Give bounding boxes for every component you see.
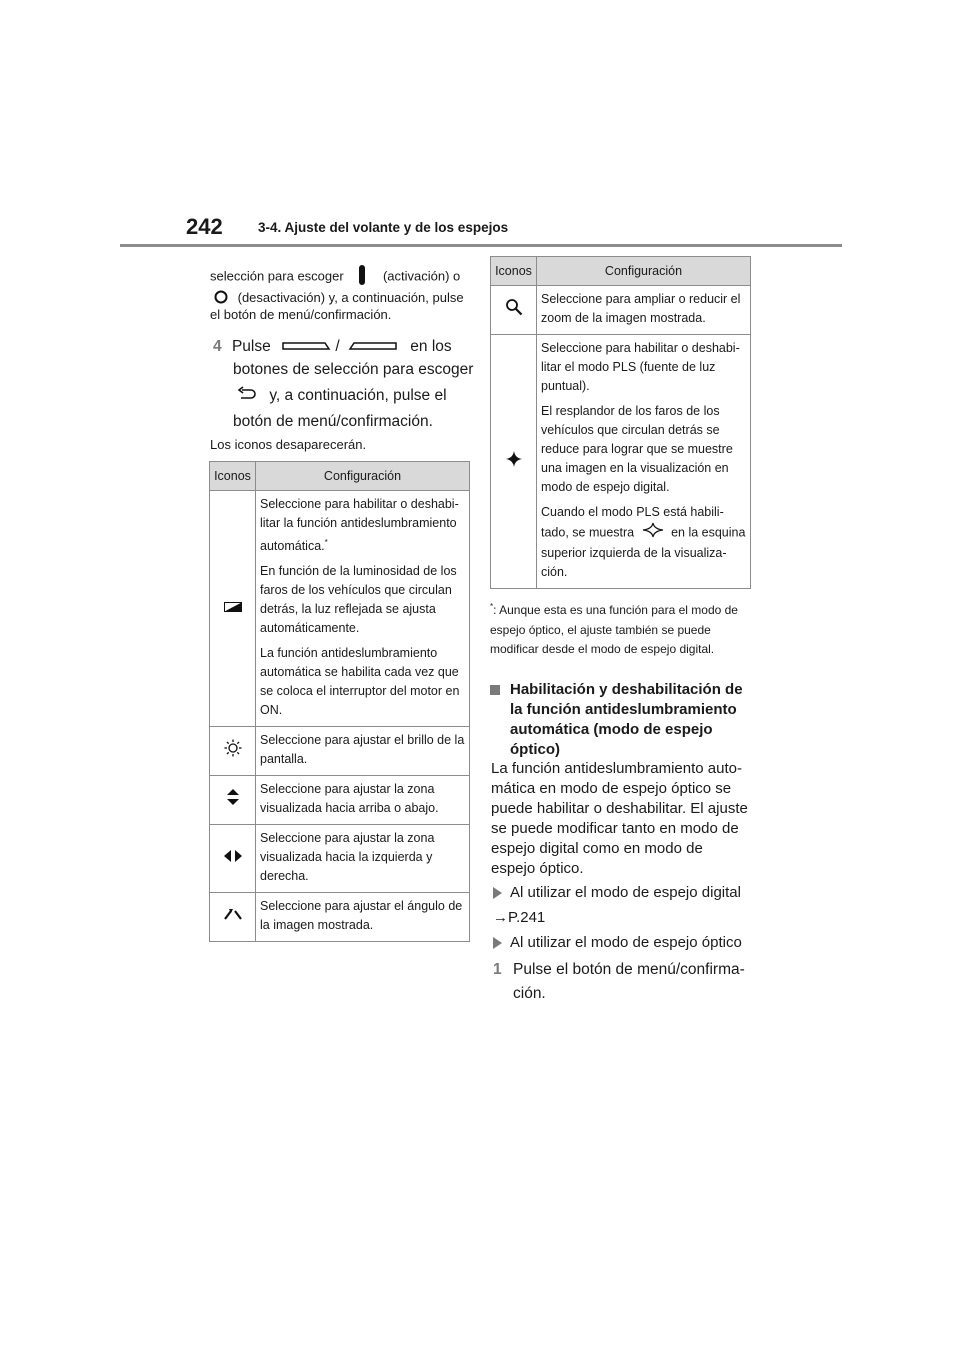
table-row [210, 776, 470, 825]
step-4-line-1 [213, 335, 452, 359]
footnote-mark: * [490, 602, 494, 611]
config-cell: Seleccione para ajustar la zona visualizada hacia la izquierda y derecha. [256, 825, 470, 893]
bullet-optical [493, 933, 742, 953]
icon-cell [491, 286, 537, 335]
config-cell [537, 335, 751, 589]
heading-text: Habilitación y deshabilitación de la función antideslumbramiento automática (modo de espejo óptico) [510, 681, 743, 758]
config-text: La función antideslumbramiento automática se habilita cada vez que se coloca el interruptor del motor en ON. [260, 646, 460, 718]
config-text: El resplandor de los faros de los vehículos que circulan detrás se reduce para lograr que se muestre una imagen en la visualización en modo de espejo digital. [541, 404, 733, 494]
table-header-row [491, 257, 751, 286]
icon-cell [210, 825, 256, 893]
section-title: 3-4. Ajuste del volante y de los espejos [258, 220, 509, 235]
step-4-line-2: botones de selección para escoger [233, 361, 474, 378]
step-number: 1 [493, 961, 502, 978]
icon-cell [210, 776, 256, 825]
footnote-text: : Aunque esta es una función para el modo de espejo óptico, el ajuste también se puede modificar desde el modo de espejo digital. [490, 603, 738, 656]
zoom-icon [505, 298, 523, 322]
bullet-triangle-icon [493, 887, 502, 899]
table-row [491, 286, 751, 335]
intro-line-1 [210, 265, 470, 289]
icon-cell [210, 893, 256, 942]
heading-square-icon [490, 685, 500, 695]
table-header-row [210, 462, 470, 491]
mirror-on-icon [359, 265, 365, 289]
pls-indicator-icon [642, 522, 664, 544]
tilt-icon [223, 907, 243, 927]
step-text: y, a continuación, pulse el [269, 387, 447, 405]
auto-dimming-icon [224, 599, 242, 618]
config-text-span: Seleccione para habilitar o deshabi-litar la función antideslumbramiento automática. [260, 497, 459, 554]
intro-text: selección para escoger [210, 268, 344, 284]
note-text: Los iconos desaparecerán. [210, 437, 367, 452]
table-row [210, 727, 470, 776]
config-text [260, 495, 465, 556]
step-text: / [335, 338, 340, 356]
table-row [210, 491, 470, 727]
intro-text: (activación) o [382, 268, 461, 284]
table-row [210, 893, 470, 942]
col-header-icons: Iconos [210, 462, 256, 491]
table-row [210, 825, 470, 893]
bullet-digital [493, 883, 741, 903]
table-row [491, 335, 751, 589]
col-header-config: Configuración [537, 257, 751, 286]
mirror-off-icon [214, 290, 228, 308]
config-text [541, 503, 746, 582]
bullet-text: Al utilizar el modo de espejo digital [510, 884, 741, 901]
config-cell [256, 491, 470, 727]
config-cell: Seleccione para ajustar el ángulo de la imagen mostrada. [256, 893, 470, 942]
config-text-span: en la esquina superior izquierda de la visualiza-ción. [541, 525, 746, 579]
up-down-arrows-icon [226, 788, 240, 812]
footnote [490, 597, 752, 660]
bullet-text: Al utilizar el modo de espejo óptico [510, 934, 742, 951]
return-icon [237, 384, 257, 408]
icon-cell [210, 491, 256, 727]
col-header-icons: Iconos [491, 257, 537, 286]
left-right-arrows-icon [223, 849, 243, 869]
page-number: 242 [186, 214, 223, 239]
step-4-line-4: botón de menú/confirmación. [233, 413, 433, 430]
step-4-line-3 [233, 384, 447, 408]
config-text: Seleccione para habilitar o deshabi-litar el modo PLS (fuente de luz puntual). [541, 341, 740, 393]
bullet-triangle-icon [493, 937, 502, 949]
icon-cell [210, 727, 256, 776]
right-settings-table [490, 256, 751, 589]
col-header-config: Configuración [256, 462, 470, 491]
step-text: Pulse el botón de menú/confirma-ción. [513, 961, 745, 1002]
step-text: Pulse [231, 338, 271, 356]
step-1 [493, 958, 753, 1006]
body-paragraph: La función antideslumbramiento auto-mática en modo de espejo óptico se puede habilitar o deshabilitar. El ajuste se puede modificar tanto en modo de espejo digital como en modo de espejo óptico. [491, 760, 748, 877]
intro-line-2 [210, 289, 472, 308]
config-text-span: Cuando el modo PLS está habili-tado, se muestra [541, 505, 724, 540]
pls-mode-icon [505, 450, 523, 474]
section-heading [490, 680, 752, 760]
config-cell: Seleccione para ajustar la zona visualizada hacia arriba o abajo. [256, 776, 470, 825]
page-reference-link[interactable]: →P.241 [493, 909, 546, 926]
right-select-button-icon [348, 335, 398, 359]
intro-text: (desactivación) y, a continuación, pulse [237, 290, 464, 305]
config-cell: Seleccione para ampliar o reducir el zoom de la imagen mostrada. [537, 286, 751, 335]
config-text: En función de la luminosidad de los faros de los vehículos que circulan detrás, la luz reflejada se ajusta automáticamente. [260, 564, 457, 636]
icon-cell [491, 335, 537, 589]
intro-line-3: el botón de menú/confirmación. [210, 307, 392, 322]
step-number: 4 [213, 338, 222, 356]
brightness-icon [224, 739, 242, 763]
left-settings-table [209, 461, 470, 942]
footnote-mark: * [324, 538, 328, 547]
left-select-button-icon [281, 335, 331, 359]
header-rule [120, 244, 842, 247]
step-text: en los [410, 338, 452, 356]
config-cell: Seleccione para ajustar el brillo de la pantalla. [256, 727, 470, 776]
